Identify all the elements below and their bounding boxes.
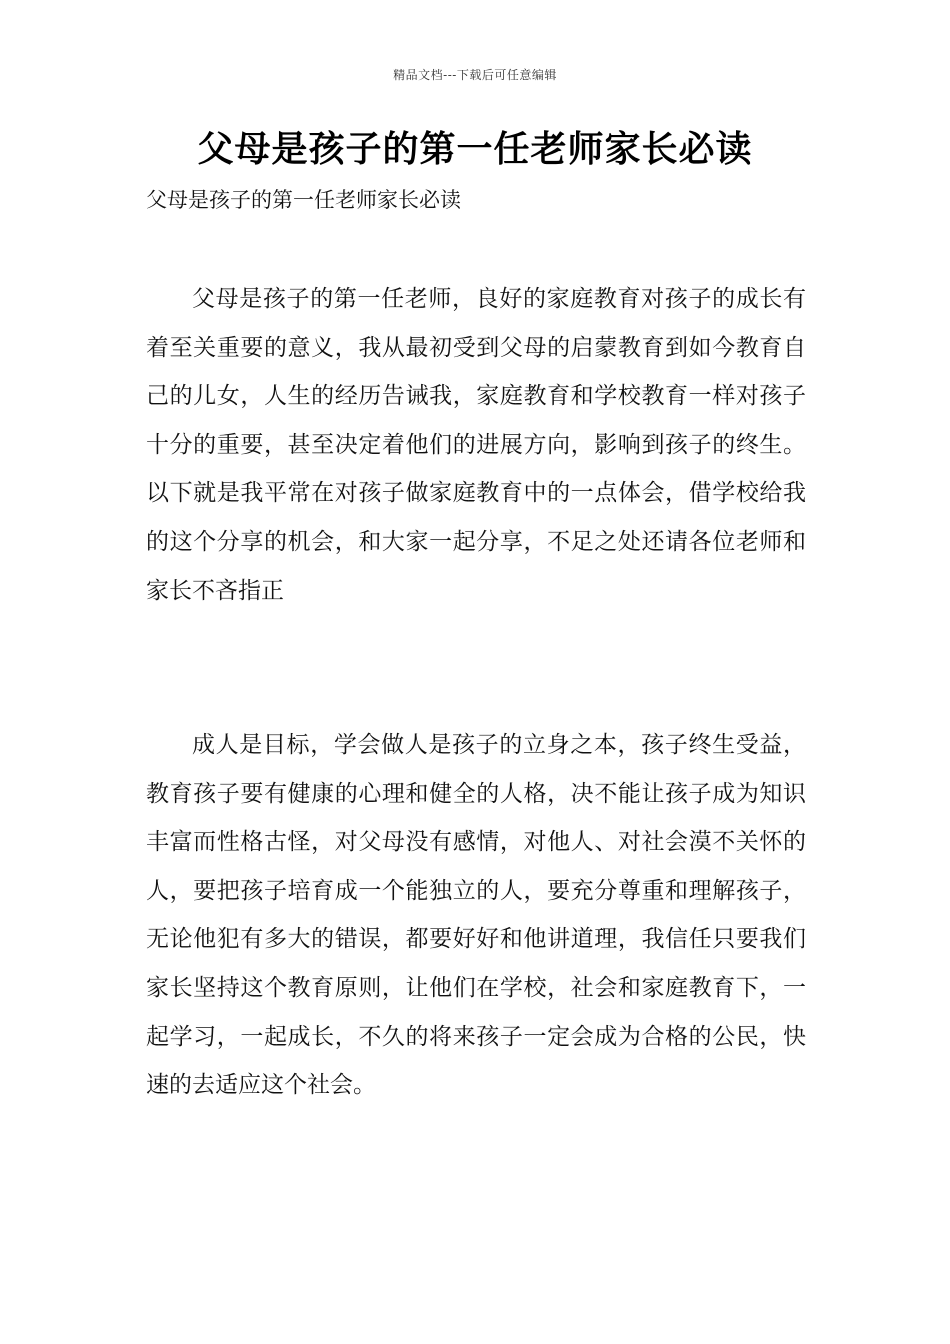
header-note: 精品文档---下载后可任意编辑: [393, 68, 557, 82]
document-subtitle: 父母是孩子的第一任老师家长必读: [146, 188, 461, 212]
document-title: 父母是孩子的第一任老师家长必读: [197, 129, 753, 170]
paragraph-character: 成人是目标，学会做人是孩子的立身之本，孩子终生受益，教育孩子要有健康的心理和健全的人格，决不能让孩子成为知识丰富而性格古怪，对父母没有感情，对他人、对社会漠不关怀的人，要把孩子培育成一个能独立的人，要充分尊重和理解孩子，无论他犯有多大的错误，都要好好和他讲道理，我信任只要我们家长坚持这个教育原则，让他们在学校，社会和家庭教育下，一起学习，一起成长，不久的将来孩子一定会成为合格的公民，快速的去适应这个社会。: [146, 732, 806, 1099]
paragraph-intro: 父母是孩子的第一任老师，良好的家庭教育对孩子的成长有着至关重要的意义，我从最初受到父母的启蒙教育到如今教育自己的儿女，人生的经历告诫我，家庭教育和学校教育一样对孩子十分的重要，甚至决定着他们的进展方向，影响到孩子的终生。以下就是我平常在对孩子做家庭教育中的一点体会，借学校给我的这个分享的机会，和大家一起分享，不足之处还请各位老师和家长不吝指正: [146, 286, 806, 604]
